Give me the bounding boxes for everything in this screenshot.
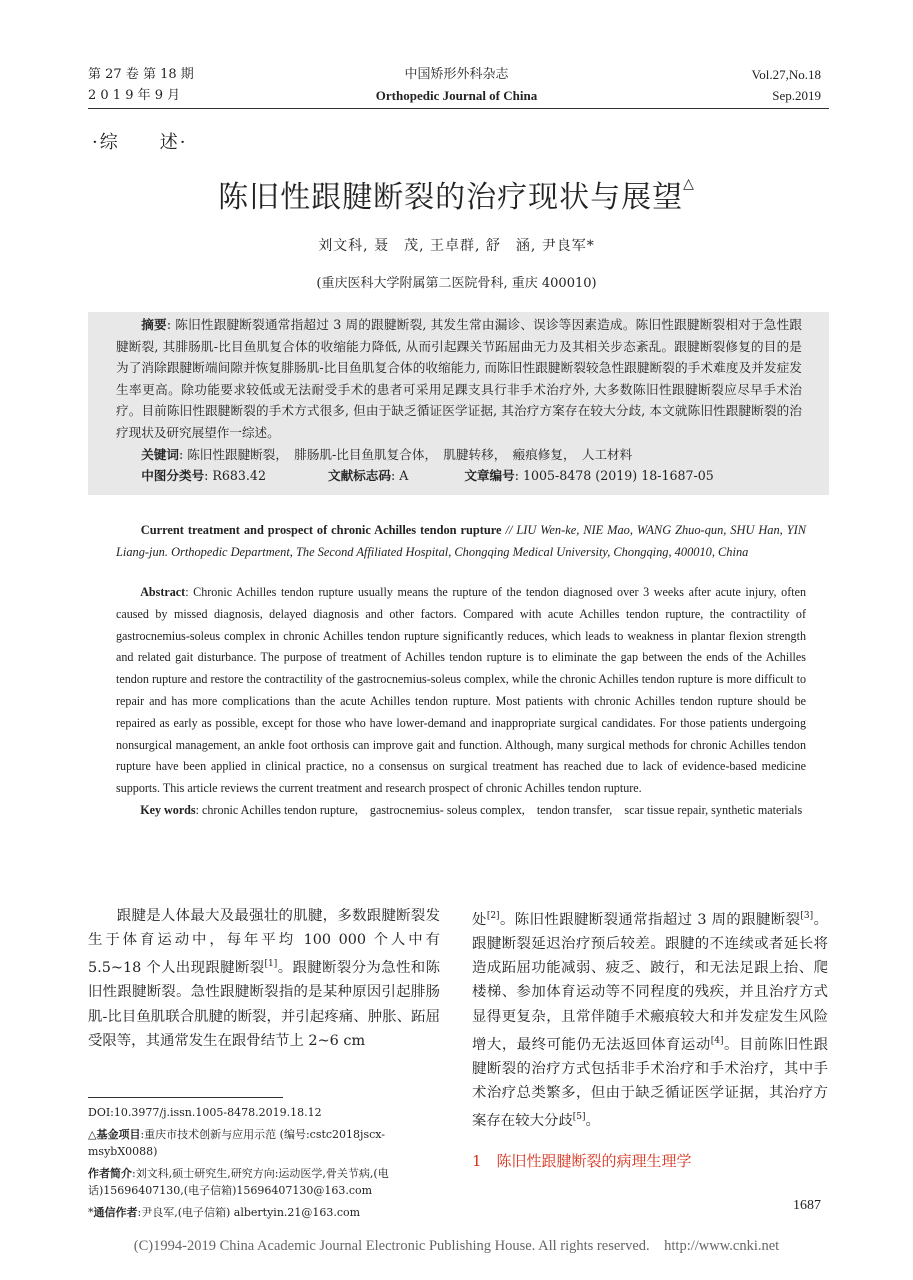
- footnotes: [88, 1104, 440, 1225]
- en-title-block: [116, 520, 806, 563]
- cn-abstract-paragraph: [116, 314, 802, 444]
- cn-abstract: [116, 314, 802, 486]
- citation: [4]: [710, 1035, 724, 1046]
- cn-keywords-label: 关键词: [141, 446, 179, 462]
- corresponding-author: [88, 1204, 440, 1222]
- header-rule: [88, 108, 829, 109]
- en-authors-affiliation: // LIU Wen-ke, NIE Mao, WANG Zhuo-qun, SHU Han, YIN Liang-jun. Orthopedic Department, The Second Affiliated Hospital, Chongqing Medical University, Chongqing, 400010, China: [116, 523, 806, 559]
- funding-label: 基金项目: [96, 1127, 141, 1141]
- article-no-value: : 1005-8478 (2019) 18-1687-05: [514, 467, 714, 483]
- volume-en: Vol.27,No.18: [751, 67, 821, 82]
- clc-label: 中图分类号: [141, 467, 205, 483]
- date-en: Sep.2019: [772, 88, 821, 103]
- cn-keywords: [116, 444, 802, 465]
- body-column-right: [472, 904, 828, 1133]
- body-text: 。跟腱断裂分为急性和陈旧性跟腱断裂。急性跟腱断裂指的是某种原因引起腓肠肌-比目鱼肌联合肌腱的断裂，并引起疼痛、肿胀、跖屈受限等，其通常发生在跟骨结节上 2~6 cm: [88, 960, 440, 1049]
- page-number: 1687: [793, 1198, 821, 1213]
- title-text: 陈旧性跟腱断裂的治疗现状与展望: [218, 180, 684, 215]
- body-text: 。: [585, 1113, 600, 1130]
- en-abstract: [116, 582, 806, 822]
- en-title: Current treatment and prospect of chronic Achilles tendon rupture: [140, 523, 502, 537]
- article-title: [0, 172, 913, 216]
- body-text: 跟腱是人体最大及最强壮的肌腱，多数跟腱断裂发生于体育运动中，每年平均 100 000 个人中有 5.5~18 个人出现跟腱断裂: [88, 908, 440, 977]
- journal-name-en: Orthopedic Journal of China: [375, 88, 538, 103]
- article-no-label: 文章编号: [464, 467, 515, 483]
- cn-classification-row: [116, 465, 802, 486]
- author-bio-label: 作者简介: [88, 1166, 132, 1180]
- en-keywords-text: : chronic Achilles tendon rupture, gastrocnemius- soleus complex, tendon transfer, scar tissue repair, synthetic materials: [195, 802, 803, 817]
- copyright-footer: (C)1994-2019 China Academic Journal Electronic Publishing House. All rights reserved. http://www.cnki.net: [133, 1238, 780, 1254]
- author-bio-text: :刘文科,硕士研究生,研究方向:运动医学,骨关节病,(电话)15696407130,(电子信箱)15696407130@163.com: [88, 1166, 389, 1197]
- funding-mark: △: [88, 1127, 97, 1141]
- citation: [3]: [800, 911, 814, 921]
- doc-code-value: : A: [390, 467, 409, 483]
- clc-value: : R683.42: [204, 467, 266, 483]
- funding-text: :重庆市技术创新与应用示范 (编号:cstc2018jscx-msybX0088): [88, 1127, 385, 1158]
- en-keywords-label: Key words: [140, 802, 196, 817]
- cn-abstract-text: : 陈旧性跟腱断裂通常指超过 3 周的跟腱断裂, 其发生常由漏诊、误诊等因素造成。陈旧性跟腱断裂相对于急性跟腱断裂, 其腓肠肌-比目鱼肌复合体的收缩能力降低, 从而引起踝关节跖屈曲无力及其相关步态紊乱。跟腱断裂修复的目的是为了消除跟腱断端间隙并恢复腓肠肌-比目鱼肌复合体的收缩能力, 而陈旧性跟腱断裂较急性跟腱断裂的手术难度及并发症发生率更高。除功能要求较低或无法耐受手术的患者可采用足踝支具行非手术治疗外, 大多数陈旧性跟腱断裂应尽早手术治疗。目前陈旧性跟腱断裂的手术方式很多, 但由于缺乏循证医学证据, 其治疗方案存在较大分歧, 本文就陈旧性跟腱断裂的治疗现状及研究展望作一综述。: [116, 317, 803, 440]
- body-paragraph: [472, 904, 828, 1133]
- corresponding-text: :尹良军,(电子信箱) albertyin.21@163.com: [137, 1205, 361, 1219]
- body-text: 。陈旧性跟腱断裂通常指超过 3 周的跟腱断裂: [499, 911, 801, 928]
- footnote-rule: [88, 1097, 283, 1098]
- citation: [2]: [486, 911, 500, 921]
- doc-code-label: 文献标志码: [327, 467, 391, 483]
- body-text: 处: [472, 911, 487, 928]
- funding-note: [88, 1126, 440, 1161]
- author-list: 刘文科, 聂 茂, 王卓群, 舒 涵, 尹良军*: [318, 238, 595, 254]
- en-abstract-label: Abstract: [140, 585, 186, 599]
- journal-name-cn: 中国矫形外科杂志: [404, 67, 509, 82]
- section-label: ·综 述·: [92, 132, 188, 153]
- date-cn: 2 0 1 9 年 9 月: [88, 88, 181, 103]
- body-text: 。目前陈旧性跟腱断裂的治疗方式包括非手术治疗和手术治疗，其中手术治疗总类繁多，但由于缺乏循证医学证据，其治疗方案存在较大分歧: [472, 1036, 828, 1130]
- section-heading: 1 陈旧性跟腱断裂的病理生理学: [472, 1152, 692, 1170]
- en-abstract-paragraph: [116, 582, 806, 800]
- corresponding-label: 通信作者: [93, 1205, 138, 1219]
- body-column-left: [88, 904, 440, 1053]
- citation: [1]: [264, 959, 278, 970]
- doi: DOI:10.3977/j.issn.1005-8478.2019.18.12: [88, 1106, 322, 1119]
- body-text: 。跟腱断裂延迟治疗预后较差。跟腱的不连续或者延长将造成跖屈功能减弱、疲乏、跛行，和无法足跟上抬、爬楼梯、参加体育运动等不同程度的残疾，并且治疗方式显得更复杂，且常伴随手术瘢痕较大和并发症发生风险增大，最终可能仍无法返回体育运动: [472, 911, 828, 1053]
- citation: [5]: [572, 1112, 586, 1123]
- author-bio: [88, 1165, 440, 1200]
- cn-keywords-text: : 陈旧性跟腱断裂， 腓肠肌-比目鱼肌复合体， 肌腱转移， 瘢痕修复， 人工材料: [178, 446, 633, 462]
- en-keywords: [116, 800, 806, 822]
- affiliation: (重庆医科大学附属第二医院骨科, 重庆 400010): [316, 276, 597, 291]
- en-abstract-text: : Chronic Achilles tendon rupture usually means the rupture of the tendon diagnosed over 3 weeks after acute injury, often caused by missed diagnosis, delayed diagnosis and other factors. Compared with acute Achilles tendon rupture, the contractility of gastrocnemius-soleus complex in chronic Achilles tendon rupture significantly reduces, which leads to weakness in plantar flexion strength and related gait disturbance. The purpose of treatment of Achilles tendon rupture is to eliminate the gap between the ends of the Achilles tendon rupture and restore the contractility of the gastrocnemius-soleus complex, while the chronic Achilles tendon rupture is more difficult to repair and has more complications than the acute Achilles tendon rupture. Most patients with chronic Achilles tendon rupture should be repaired as early as possible, except for those who have lower-demand and inappropriate surgical candidates. For those patients undergoing nonsurgical management, an ankle foot orthosis can improve gait and function. Although, many surgical methods for chronic Achilles tendon rupture have been applied in clinical practice, no a consensus on surgical treatment has reached due to lack of evidence-based medicine supports. This article reviews the current treatment and research prospect of chronic Achilles tendon rupture.: [116, 585, 806, 796]
- cn-abstract-label: 摘要: [141, 317, 167, 332]
- corresponding-mark: *: [88, 1205, 94, 1219]
- volume-cn: 第 27 卷 第 18 期: [88, 67, 194, 82]
- body-paragraph: [88, 904, 440, 1053]
- title-mark: △: [683, 176, 695, 192]
- header-right: [752, 64, 821, 106]
